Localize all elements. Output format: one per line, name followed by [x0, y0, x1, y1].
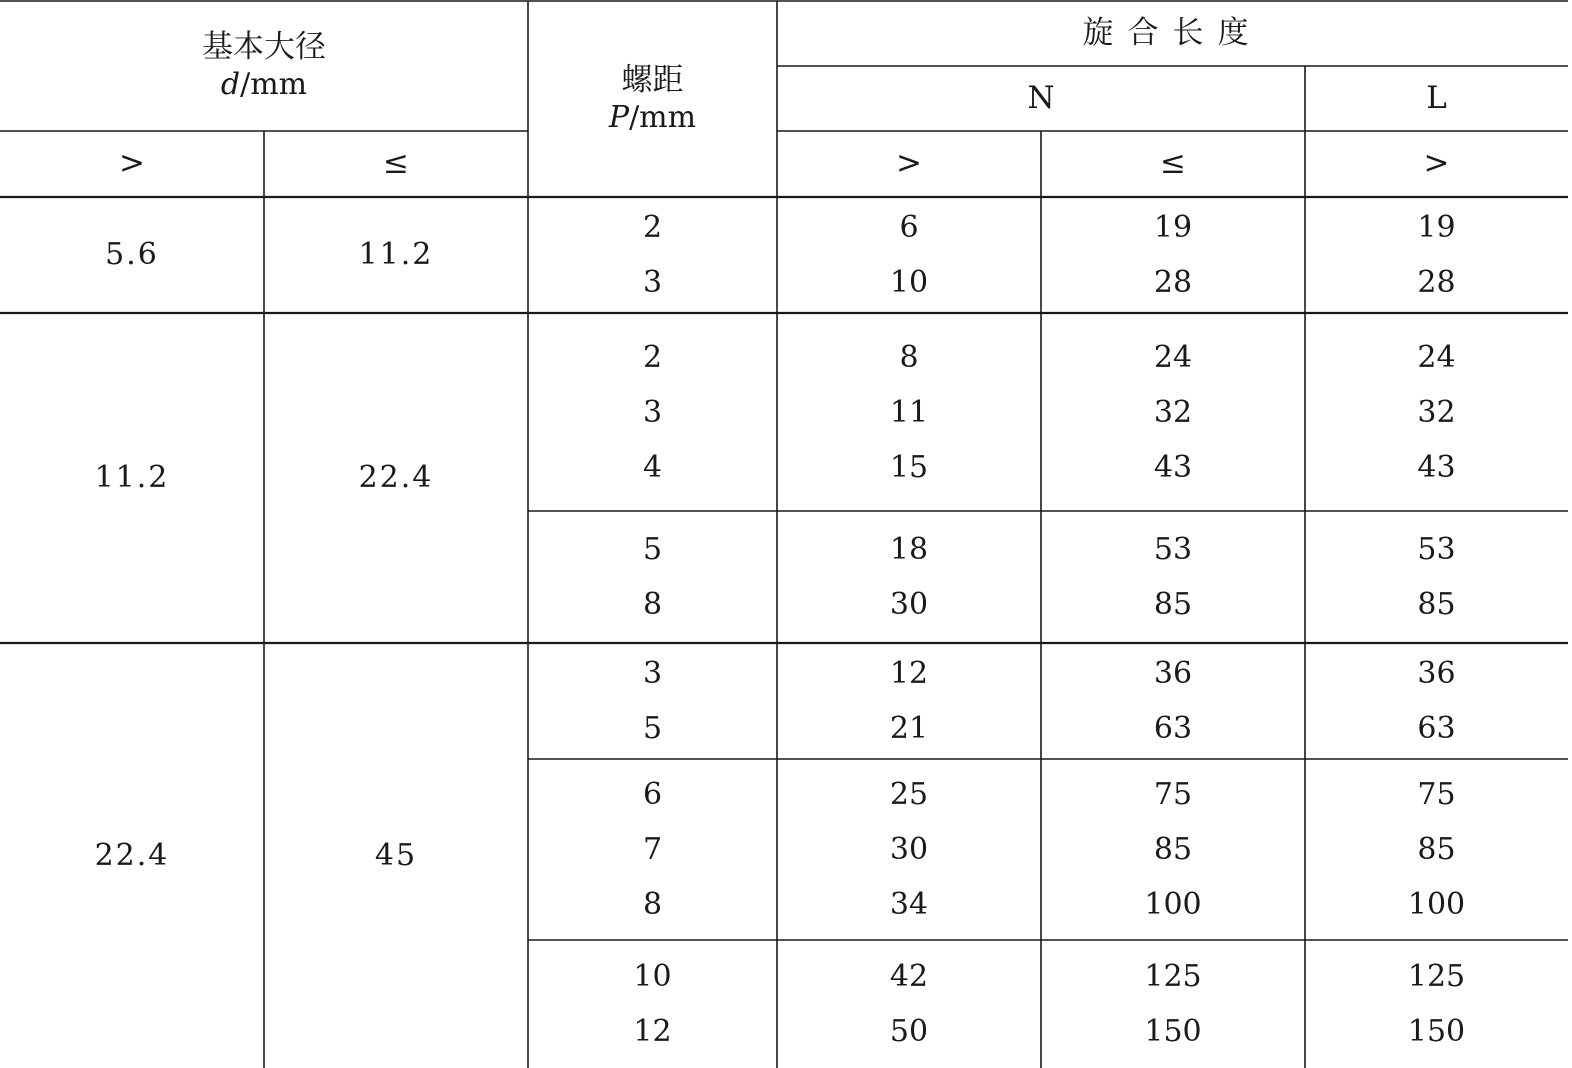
table-cell: 24: [1153, 339, 1193, 375]
block-1-l-gt: [1305, 197, 1568, 313]
pitch-symbol: P: [608, 99, 630, 135]
table-cell: 3: [642, 265, 663, 300]
table-cell: 100: [1144, 887, 1202, 922]
table-cell: 43: [1153, 449, 1193, 485]
table-cell: 30: [889, 832, 929, 867]
table-cell: 125: [1144, 959, 1202, 994]
table-cell: 25: [889, 777, 929, 812]
table-cell: 150: [1144, 1014, 1202, 1049]
block-5-n-gt: [777, 759, 1041, 940]
header-diameter-less-equal: [264, 131, 528, 197]
table-cell: 100: [1407, 887, 1466, 922]
table-cell: 32: [1417, 394, 1456, 430]
table-cell: 18: [889, 532, 929, 567]
header-group-n: [777, 66, 1305, 131]
table-cell: 34: [889, 887, 929, 922]
diameter-group-2-from: 11.2: [94, 460, 170, 495]
table-cell: 10: [889, 265, 929, 300]
table-cell: 7: [642, 832, 663, 867]
table-cell: 10: [633, 959, 672, 994]
block-6-n-gt: [777, 940, 1041, 1068]
header-n-less-equal-symbol: ≤: [1160, 145, 1186, 182]
table-cell: 42: [889, 959, 929, 994]
header-diameter-greater: [0, 131, 264, 197]
block-3-n-gt: [777, 511, 1041, 643]
table-cell: 8: [642, 587, 663, 622]
header-pitch-unit: [609, 100, 696, 136]
table-cell: 28: [1417, 265, 1456, 300]
table-cell: 36: [1417, 656, 1456, 691]
table-cell: 75: [1417, 777, 1456, 812]
block-4-l-gt: [1305, 643, 1568, 759]
block-6-n-le: [1041, 940, 1305, 1068]
header-group-n-label: N: [1027, 79, 1055, 116]
block-3-n-le: [1041, 511, 1305, 643]
table-cell: 85: [1417, 587, 1456, 622]
diameter-group-1-to: 11.2: [358, 237, 434, 272]
header-n-greater-symbol: >: [896, 145, 922, 182]
diameter-group-2-to: 22.4: [358, 460, 434, 495]
diameter-symbol: d: [220, 66, 241, 102]
block-3-l-gt: [1305, 511, 1568, 643]
table-cell: 3: [642, 656, 663, 691]
table-cell: 6: [899, 210, 919, 245]
table-cell: 85: [1153, 587, 1193, 622]
diameter-group-3-from: 22.4: [94, 837, 170, 873]
table-cell: 15: [889, 449, 929, 485]
table-cell: 63: [1153, 711, 1193, 746]
table-cell: 50: [889, 1014, 929, 1049]
table-cell: 85: [1417, 832, 1456, 867]
table-cell: 43: [1417, 449, 1456, 485]
table-cell: 12: [633, 1014, 672, 1049]
header-diameter-less-equal-symbol: ≤: [383, 145, 409, 182]
table-cell: 30: [889, 587, 929, 622]
block-6-pitch: [528, 940, 777, 1068]
table-cell: 32: [1153, 394, 1193, 430]
block-1-pitch: [528, 197, 777, 313]
diameter-group-3-to: 45: [374, 837, 418, 873]
table-cell: 12: [889, 656, 929, 691]
block-5-n-le: [1041, 759, 1305, 940]
header-basic-major-diameter: [0, 1, 528, 131]
table-cell: 2: [642, 339, 663, 375]
table-cell: 63: [1417, 711, 1456, 746]
table-cell: 28: [1153, 265, 1193, 300]
table-cell: 8: [642, 887, 663, 922]
table-cell: 36: [1153, 656, 1193, 691]
header-engagement-length: [777, 1, 1568, 66]
block-3-pitch: [528, 511, 777, 643]
block-1-n-gt: [777, 197, 1041, 313]
table-cell: 19: [1417, 210, 1456, 245]
header-pitch: [528, 1, 777, 197]
table-cell: 53: [1153, 532, 1193, 567]
diameter-group-1-from: 5.6: [105, 237, 159, 272]
header-n-less-equal: [1041, 131, 1305, 197]
block-4-pitch: [528, 643, 777, 759]
block-2-pitch: [528, 313, 777, 511]
block-1-n-le: [1041, 197, 1305, 313]
table-cell: 4: [642, 449, 663, 485]
pitch-unit: /mm: [629, 99, 697, 135]
header-diameter-greater-symbol: >: [119, 145, 145, 182]
table-cell: 19: [1153, 210, 1193, 245]
table-cell: 24: [1417, 339, 1456, 375]
table-cell: 3: [642, 394, 663, 430]
header-engagement-length-title: 旋合长度: [1082, 14, 1263, 51]
header-l-greater: [1305, 131, 1568, 197]
table-cell: 2: [642, 210, 663, 245]
table-cell: 85: [1153, 832, 1193, 867]
block-2-n-le: [1041, 313, 1305, 511]
table-cell: 53: [1417, 532, 1456, 567]
block-6-l-gt: [1305, 940, 1568, 1068]
table-cell: 8: [899, 339, 919, 375]
table-cell: 6: [642, 777, 663, 812]
diameter-unit: /mm: [240, 66, 308, 102]
block-5-pitch: [528, 759, 777, 940]
header-group-l: [1305, 66, 1568, 131]
header-n-greater: [777, 131, 1041, 197]
table-cell: 5: [642, 711, 663, 746]
header-group-l-label: L: [1426, 79, 1447, 116]
table-cell: 5: [642, 532, 663, 567]
block-4-n-le: [1041, 643, 1305, 759]
header-l-greater-symbol: >: [1423, 145, 1450, 182]
block-2-n-gt: [777, 313, 1041, 511]
table-cell: 150: [1407, 1014, 1466, 1049]
block-2-l-gt: [1305, 313, 1568, 511]
table-cell: 75: [1153, 777, 1193, 812]
table-cell: 21: [889, 711, 929, 746]
block-5-l-gt: [1305, 759, 1568, 940]
table-cell: 125: [1407, 959, 1466, 994]
header-pitch-title: 螺距: [621, 62, 684, 99]
header-basic-major-diameter-title: 基本大径: [202, 29, 326, 66]
block-4-n-gt: [777, 643, 1041, 759]
table-cell: 11: [889, 394, 929, 430]
header-basic-major-diameter-unit: [221, 67, 307, 103]
